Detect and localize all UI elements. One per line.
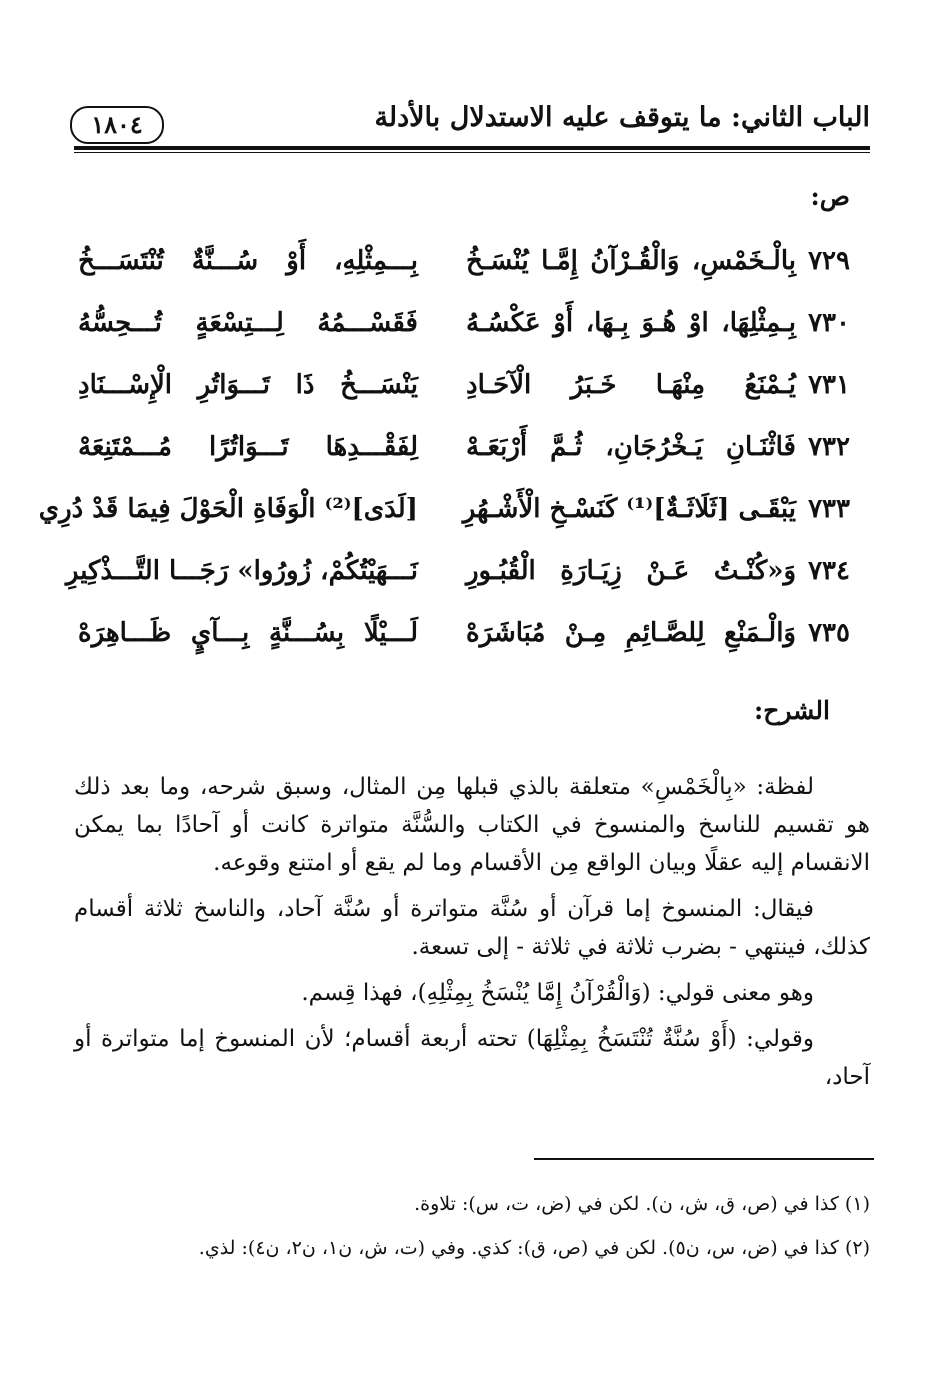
commentary-paragraph: لفظة: «بِالْخَمْسِ» متعلقة بالذي قبلها مِن المثال، وسبق شرحه، وما بعد ذلك هو تقسيم للناسخ والمنسوخ في الكتاب والسُّنَّة متواترة كانت أو آحادًا بما يمكن الانقسام إليه عقلًا وبيان الواقع مِن الأقسام وما لم يقع أو امتنع وقوعه.: [74, 774, 870, 876]
verse-first-hemistich: يُـمْنَعُ مِنْهَـا خَـبَرُ الْآحَـادِ: [466, 370, 796, 400]
verse-row: [70, 300, 850, 362]
verse-second-hemistich: [لَدَى]⁽²⁾ الْوَفَاةِ الْحَوْلَ فِيمَا قَدْ دُرِي: [38, 494, 418, 524]
header-rule-thick: [74, 146, 870, 150]
page-header: [70, 100, 870, 148]
running-title: الباب الثاني: ما يتوقف عليه الاستدلال بالأدلة: [374, 102, 870, 133]
footnote: (١) كذا في (ص، ق، ش، ن). لكن في (ض، ت، س): تلاوة.: [414, 1193, 870, 1215]
commentary-text: [74, 768, 870, 1104]
page-number-badge: ١٨٠٤: [70, 106, 164, 144]
verse-second-hemistich: يَنْسَـــخُ ذَا تَـــوَاتُرِ الْإِسْـــنَادِ: [78, 370, 418, 400]
footnote-separator: [534, 1158, 874, 1160]
verse-first-hemistich: يَبْقَـى [ثَلَاثَـةٌ]⁽¹⁾ كَنَسْـخِ الْأَشْـهُرِ: [462, 494, 796, 524]
verse-number: ٧٢٩: [808, 246, 850, 276]
footnote: (٢) كذا في (ض، س، ن٥). لكن في (ص، ق): كذي. وفي (ت، ش، ن١، ن٢، ن٤): لذي.: [198, 1237, 870, 1259]
commentary-paragraph: وهو معنى قولي: (وَالْقُرْآنُ إِمَّا يُنْسَخُ بِمِثْلِهِ)، فهذا قِسم.: [301, 980, 814, 1006]
verse-number: ٧٣٥: [808, 618, 850, 648]
verse-second-hemistich: فَقَسْـــمُهُ لِـــتِسْعَةٍ تُـــحِسُّهُ: [78, 308, 418, 338]
matn-label: ص:: [810, 182, 850, 211]
verse-number: ٧٣٢: [808, 432, 850, 462]
verse-row: [70, 424, 850, 486]
verse-number: ٧٣١: [808, 370, 850, 400]
verse-number: ٧٣٤: [808, 556, 850, 586]
verse-row: [65, 548, 850, 610]
verse-second-hemistich: لِفَقْـــدِهَا تَـــوَاتُرًا مُـــمْتَنِعَهْ: [78, 432, 418, 462]
verse-first-hemistich: بِالْـخَمْسِ، وَالْقُـرْآنُ إِمَّـا يُنْسَـخُ: [466, 246, 796, 276]
verse-number: ٧٣٣: [808, 494, 850, 524]
verse-row: [70, 238, 850, 300]
verse-second-hemistich: بِـــمِثْلِهِ، أَوْ سُـــنَّةٌ تُنْتَسَـــخُ: [78, 246, 418, 276]
verse-second-hemistich: نَـــهَيْتُكُمْ، زُورُوا» رَجَـــا التَّـــذْكِيرِ: [65, 556, 418, 586]
commentary-paragraph: فيقال: المنسوخ إما قرآن أو سُنَّة متواترة أو سُنَّة آحاد، والناسخ ثلاثة أقسام كذلك، فينتهي - بضرب ثلاثة في ثلاثة - إلى تسعة.: [74, 896, 870, 960]
commentary-paragraph: وقولي: (أَوْ سُنَّةٌ تُنْتَسَخُ بِمِثْلِهَا) تحته أربعة أقسام؛ لأن المنسوخ إما متواترة أو آحاد،: [74, 1026, 870, 1090]
verse-block: [38, 238, 850, 672]
verse-number: ٧٣٠: [808, 308, 850, 338]
sharh-label: الشرح:: [753, 696, 830, 725]
header-rule-thin: [74, 152, 870, 153]
verse-first-hemistich: فَاثْنَـانِ يَـخْرُجَانِ، ثُـمَّ أَرْبَعَـهْ: [466, 432, 796, 462]
verse-row: [70, 362, 850, 424]
verse-row: [70, 610, 850, 672]
verse-first-hemistich: بِـمِثْلِهَا، اوْ هُـوَ بِـهَا، أَوْ عَكْسُـهُ: [466, 308, 796, 338]
verse-first-hemistich: وَالْـمَنْعِ لِلصَّـائِمِ مِـنْ مُبَاشَرَهْ: [466, 618, 796, 648]
verse-row: [38, 486, 850, 548]
verse-second-hemistich: لَـــيْلًا بِسُـــنَّةٍ بِـــآيٍ ظَـــاهِرَهْ: [78, 618, 418, 648]
footnotes: [150, 1188, 870, 1276]
verse-first-hemistich: وَ«كُنْـتُ عَـنْ زِيَـارَةِ الْقُبُـورِ: [466, 556, 796, 586]
